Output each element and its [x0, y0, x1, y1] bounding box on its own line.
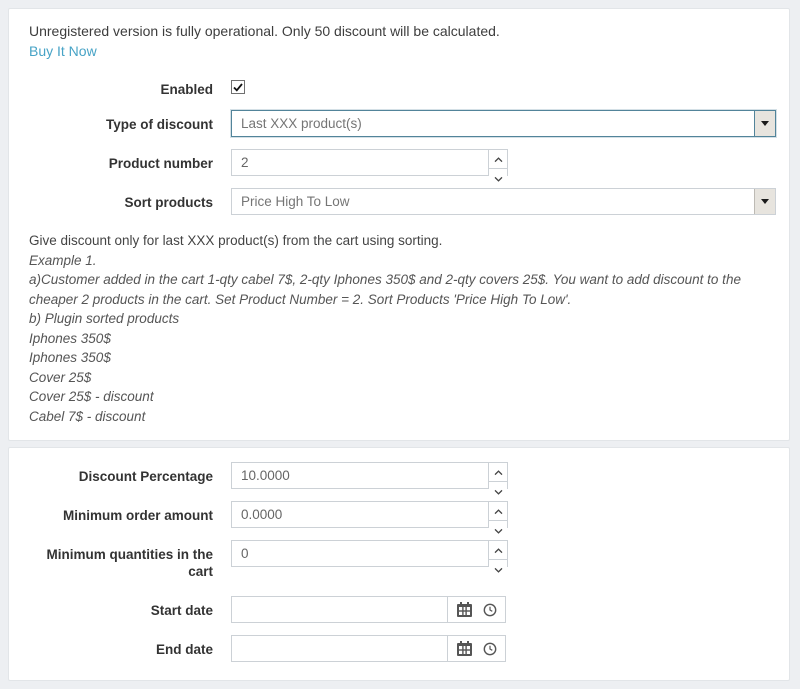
minimum-quantities-row — [23, 540, 775, 580]
discount-percentage-row — [23, 462, 775, 489]
buy-it-now-link[interactable]: Buy It Now — [29, 43, 97, 59]
help-example-line: Cover 25$ — [29, 369, 92, 385]
calendar-icon[interactable] — [457, 602, 472, 617]
minimum-quantities-input[interactable] — [232, 541, 488, 566]
end-date-addon — [447, 636, 505, 661]
start-date-row — [23, 596, 775, 623]
discount-percentage-label: Discount Percentage — [78, 469, 213, 484]
chevron-down-icon — [494, 169, 503, 187]
product-number-input[interactable] — [232, 150, 488, 175]
chevron-up-icon — [494, 463, 503, 481]
minimum-quantities-spinner — [488, 541, 507, 566]
type-of-discount-select[interactable] — [231, 110, 776, 137]
help-example-line: Iphones 350$ — [29, 350, 111, 365]
end-date-label: End date — [155, 642, 213, 657]
spinner-up-button[interactable] — [489, 541, 507, 559]
discount-percentage-input[interactable] — [232, 463, 488, 488]
help-example-line: Iphones 350$ — [29, 330, 111, 346]
spinner-down-button[interactable] — [489, 168, 507, 187]
help-example-line: Example 1. — [29, 252, 97, 268]
spinner-down-button[interactable] — [489, 559, 507, 578]
chevron-up-icon — [494, 502, 503, 520]
type-of-discount-label: Type of discount — [106, 117, 213, 132]
chevron-down-icon — [494, 521, 503, 539]
start-date-label: Start date — [150, 603, 213, 618]
spinner-up-button[interactable] — [489, 463, 507, 481]
end-date-input[interactable] — [232, 636, 447, 661]
help-example-line: Cover 25$ - discount — [29, 389, 154, 404]
dropdown-arrow-button[interactable] — [754, 189, 775, 214]
minimum-order-amount-group — [231, 501, 508, 528]
type-of-discount-value: Last XXX product(s) — [241, 116, 362, 131]
product-number-row — [23, 149, 775, 176]
chevron-down-icon — [761, 199, 769, 204]
help-example-line: Cabel 7$ - discount — [29, 408, 146, 424]
product-number-group — [231, 149, 508, 176]
chevron-up-icon — [494, 541, 503, 559]
product-number-label: Product number — [108, 156, 213, 171]
spinner-down-button[interactable] — [489, 481, 507, 500]
calendar-icon[interactable] — [457, 641, 472, 656]
discount-values-panel — [8, 447, 790, 681]
spinner-up-button[interactable] — [489, 150, 507, 168]
minimum-order-amount-input[interactable] — [232, 502, 488, 527]
minimum-order-amount-label: Minimum order amount — [62, 508, 213, 523]
chevron-down-icon — [494, 560, 503, 578]
unregistered-notice — [29, 21, 775, 62]
notice-text: Unregistered version is fully operational. Only 50 discount will be calculated. — [29, 23, 500, 39]
start-date-addon — [447, 597, 505, 622]
checkmark-icon — [233, 83, 243, 92]
end-date-group — [231, 635, 506, 662]
help-example-line: b) Plugin sorted products — [29, 311, 180, 326]
dropdown-arrow-button[interactable] — [754, 111, 775, 136]
minimum-order-amount-spinner — [488, 502, 507, 527]
sort-products-select[interactable] — [231, 188, 776, 215]
enabled-label: Enabled — [160, 82, 213, 97]
enabled-row — [23, 75, 775, 98]
discount-settings-panel — [8, 8, 790, 441]
help-text-block — [29, 231, 775, 426]
discount-percentage-group — [231, 462, 508, 489]
start-date-input[interactable] — [232, 597, 447, 622]
minimum-order-amount-row — [23, 501, 775, 528]
chevron-down-icon — [494, 482, 503, 500]
minimum-quantities-group — [231, 540, 508, 567]
clock-icon[interactable] — [483, 603, 497, 617]
help-intro: Give discount only for last XXX product(s) from the cart using sorting. — [29, 233, 443, 248]
start-date-group — [231, 596, 506, 623]
sort-products-label: Sort products — [124, 195, 213, 210]
type-of-discount-row — [23, 110, 775, 137]
minimum-quantities-label: Minimum quantities in the cart — [46, 547, 213, 579]
product-number-spinner — [488, 150, 507, 175]
spinner-down-button[interactable] — [489, 520, 507, 539]
sort-products-row — [23, 188, 775, 215]
end-date-row — [23, 635, 775, 662]
enabled-checkbox[interactable] — [231, 80, 245, 94]
spinner-up-button[interactable] — [489, 502, 507, 520]
chevron-down-icon — [761, 121, 769, 126]
clock-icon[interactable] — [483, 642, 497, 656]
discount-percentage-spinner — [488, 463, 507, 488]
sort-products-value: Price High To Low — [241, 194, 350, 209]
chevron-up-icon — [494, 150, 503, 168]
help-example-line: a)Customer added in the cart 1-qty cabel 7$, 2-qty Iphones 350$ and 2-qty covers 25$. You want to add discount to the cheaper 2 products in the cart. Set Product Number = 2. Sort Products 'Price High To Low'. — [29, 272, 741, 307]
